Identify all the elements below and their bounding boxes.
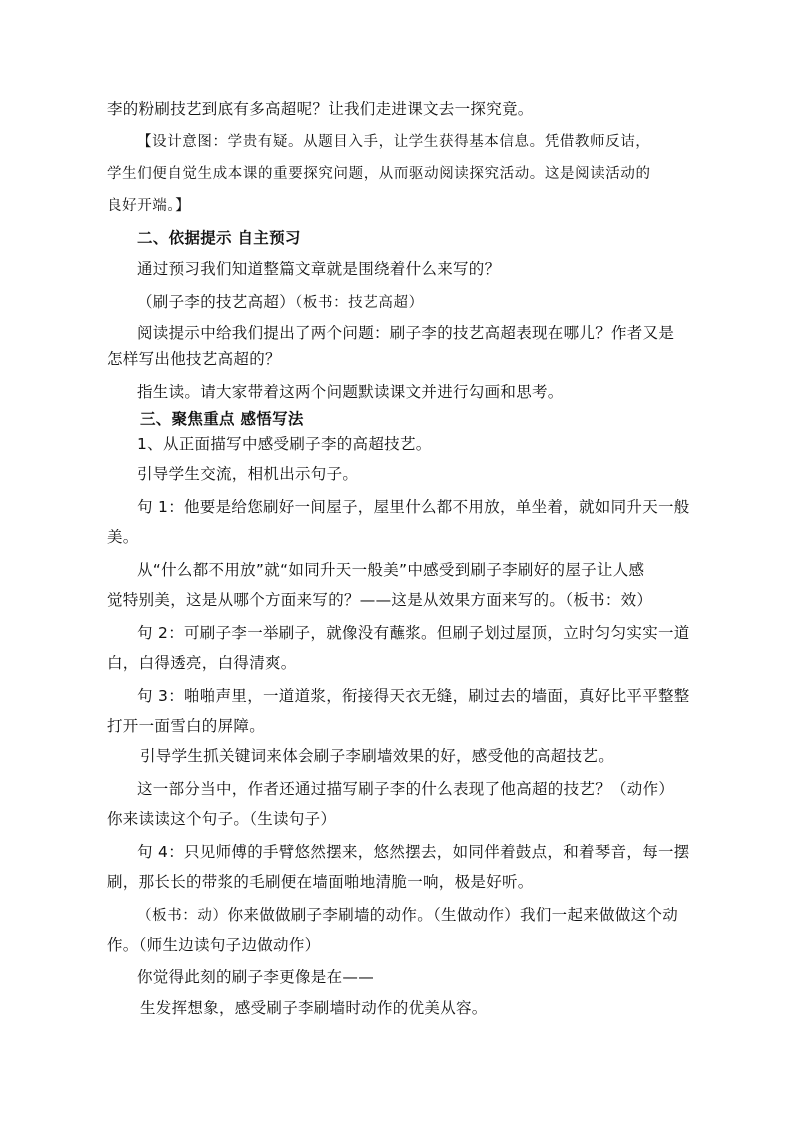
text-line: 阅读提示中给我们提出了两个问题：刷子李的技艺高超表现在哪儿？作者又是 xyxy=(137,324,675,342)
text-line xyxy=(137,905,697,926)
section-heading: 三、聚焦重点 感悟写法 xyxy=(140,410,304,428)
blackboard-note: （板书：动） xyxy=(137,908,228,924)
text-span: 你来做做刷子李刷墙的动作。（生做动作）我们一起来做做这个动 xyxy=(227,906,679,924)
text-line: 刷，那长长的带浆的毛刷便在墙面啪地清脆一响，极是好听。 xyxy=(107,873,534,891)
text-span: （刷子李的技艺高超） xyxy=(137,293,296,311)
text-line: 觉特别美，这是从哪个方面来写的？——这是从效果方面来写的。（板书：效） xyxy=(107,591,653,609)
text-line: 引导学生抓关键词来体会刷子李刷墙效果的好，感受他的高超技艺。 xyxy=(140,747,615,765)
design-intent-line: 【设计意图：学贵有疑。从题目入手，让学生获得基本信息。凭借教师反诘， xyxy=(137,134,651,150)
text-line: 这一部分当中，作者还通过描写刷子李的什么表现了他高超的技艺？（动作） xyxy=(137,780,675,798)
text-line: 从“什么都不用放”就“如同升天一般美”中感受到刷子李刷好的屋子让人感 xyxy=(137,561,645,579)
text-line: 你觉得此刻的刷子李更像是在—— xyxy=(137,968,375,986)
text-line: 引导学生交流，相机出示句子。 xyxy=(137,465,359,483)
text-line: 句 2：可刷子李一举刷子，就像没有蘸浆。但刷子划过屋顶，立时匀匀实实一道 xyxy=(137,624,690,642)
text-line: 句 3：啪啪声里，一道道浆，衔接得天衣无缝，刷过去的墙面，真好比平平整整 xyxy=(137,687,690,705)
text-line: 美。 xyxy=(107,528,139,546)
section-heading: 二、依据提示 自主预习 xyxy=(137,229,301,247)
text-line: 打开一面雪白的屏障。 xyxy=(107,717,266,735)
text-line: 作。（师生边读句子边做动作） xyxy=(107,936,321,954)
text-line: 李的粉刷技艺到底有多高超呢？让我们走进课文去一探究竟。 xyxy=(107,100,534,118)
text-line: 白，白得透亮，白得清爽。 xyxy=(107,654,297,672)
text-line: 你来读读这个句子。（生读句子） xyxy=(107,810,337,828)
text-line: 指生读。请大家带着这两个问题默读课文并进行勾画和思考。 xyxy=(137,383,564,401)
text-line: 句 4：只见师傅的手臂悠然摆来，悠然摆去，如同伴着鼓点，和着琴音，每一摆 xyxy=(137,843,690,861)
subsection-heading: 1、从正面描写中感受刷子李的高超技艺。 xyxy=(137,435,432,453)
text-line: 句 1：他要是给您刷好一间屋子，屋里什么都不用放，单坐着，就如同升天一般 xyxy=(137,498,690,516)
blackboard-note: （板书：技艺高超） xyxy=(295,295,424,311)
text-line: 生发挥想象，感受刷子李刷墙时动作的优美从容。 xyxy=(140,999,488,1017)
text-line xyxy=(137,292,697,313)
text-line: 通过预习我们知道整篇文章就是围绕着什么来写的？ xyxy=(137,260,501,278)
text-line: 怎样写出他技艺高超的？ xyxy=(107,350,281,368)
design-intent-line: 良好开端。】 xyxy=(107,198,191,214)
design-intent-line: 学生们便自觉生成本课的重要探究问题，从而驱动阅读探究活动。这是阅读活动的 xyxy=(107,166,651,182)
